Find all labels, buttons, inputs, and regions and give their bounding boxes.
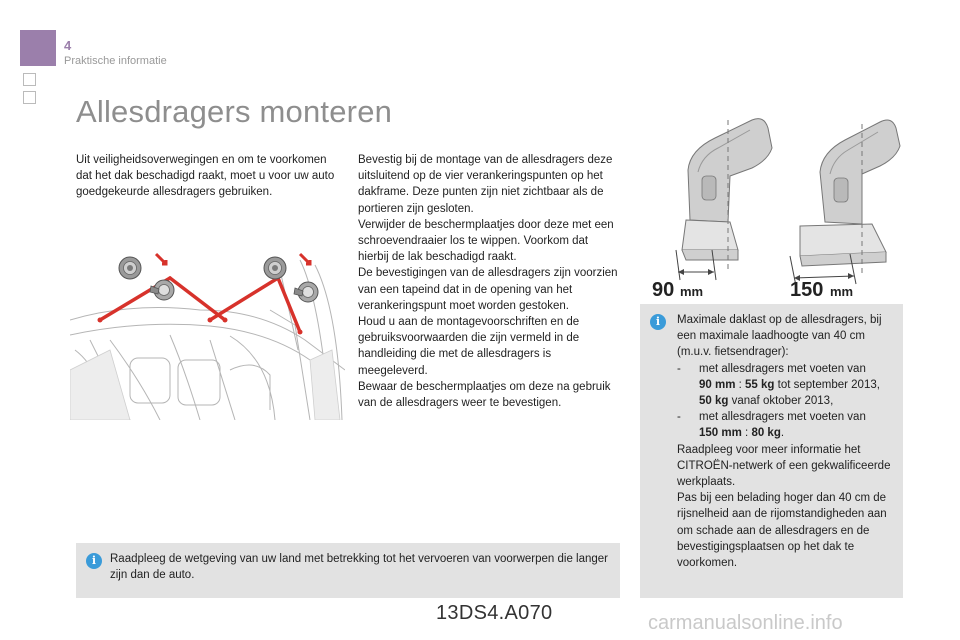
bullet-dash: - (677, 411, 681, 424)
intro-text: Uit veiligheidsoverwegingen en om te voorkomen dat het dak beschadigd raakt, moet u voor uw auto goedgekeurde allesdragers gebruiken. (76, 154, 335, 199)
page-title: Allesdragers monteren (76, 94, 393, 129)
legal-info-box (76, 543, 620, 598)
bullet-text: met allesdragers met voeten van (699, 411, 866, 424)
separator: : (735, 378, 746, 391)
load-bullet (677, 409, 895, 425)
instructions-text (358, 152, 620, 411)
max-load: 50 kg (699, 395, 729, 408)
load-intro: Maximale daklast op de allesdragers, bij een maximale laadhoogte van 40 cm (m.u.v. fietsendrager): (677, 314, 882, 359)
chapter-title: Praktische informatie (64, 55, 167, 67)
instruction-paragraph: Houd u aan de montagevoorschriften en de gebruiksvoorwaarden die zijn vermeld in de handleiding die met de allesdragers is meegeleverd. (358, 316, 580, 377)
document-code: 13DS4.A070 (436, 602, 553, 624)
separator: : (741, 427, 752, 440)
load-values (677, 425, 895, 441)
bullet-dash: - (677, 362, 681, 375)
chapter-tab (20, 30, 56, 66)
load-values (677, 377, 895, 393)
instruction-paragraph: Bevestig bij de montage van de allesdragers deze uitsluitend op de vier verankeringspunten op het dakframe. Deze punten zijn niet zichtbaar als de portieren zijn gesloten. (358, 154, 613, 215)
advice-text: Raadpleeg voor meer informatie het CITROËN-netwerk of een gekwalificeerde werkplaats. (677, 443, 891, 489)
page-marker-box (23, 91, 36, 104)
instruction-paragraph: De bevestigingen van de allesdragers zijn voorzien van een tapeind dat in de opening van het verankeringspunt moet worden gestoken. (358, 267, 618, 312)
instruction-paragraph: Bewaar de beschermplaatjes om deze na gebruik van de allesdragers weer te bevestigen. (358, 380, 611, 410)
foot-size: 150 mm (699, 427, 742, 440)
info-icon: i (86, 553, 102, 569)
warning-text: Pas bij een belading hoger dan 40 cm de rijsnelheid aan de rijomstandigheden aan om schade aan de allesdragers en de bevestigingsplaatsen op het dak te voorkomen. (677, 492, 887, 570)
max-load: 55 kg (745, 378, 775, 391)
info-icon: i (650, 314, 666, 330)
load-bullet (677, 361, 895, 377)
foot-size: 90 mm (699, 378, 736, 391)
chapter-number: 4 (64, 38, 72, 53)
max-load: 80 kg (751, 427, 781, 440)
small-foot-unit: mm (680, 284, 704, 299)
load-values (677, 393, 895, 409)
watermark: carmanualsonline.info (648, 612, 843, 634)
period: tot september 2013, (774, 378, 880, 391)
page-marker-box (23, 73, 36, 86)
roof-anchor-illustration (70, 240, 345, 420)
roof-bar-feet-illustration (640, 110, 905, 300)
period: vanaf oktober 2013, (728, 395, 834, 408)
bullet-text: met allesdragers met voeten van (699, 362, 866, 375)
load-info-box (640, 304, 903, 598)
instruction-paragraph: Verwijder de beschermplaatjes door deze met een schroevendraaier los te wippen. Voorkom dat hierbij de lak beschadigd raakt. (358, 218, 614, 264)
large-foot-unit: mm (830, 284, 854, 299)
small-foot-value: 90 (652, 279, 675, 300)
large-foot-value: 150 (790, 279, 824, 300)
legal-text: Raadpleeg de wetgeving van uw land met betrekking tot het vervoeren van voorwerpen die langer zijn dan de auto. (110, 553, 609, 582)
period: . (780, 427, 785, 440)
